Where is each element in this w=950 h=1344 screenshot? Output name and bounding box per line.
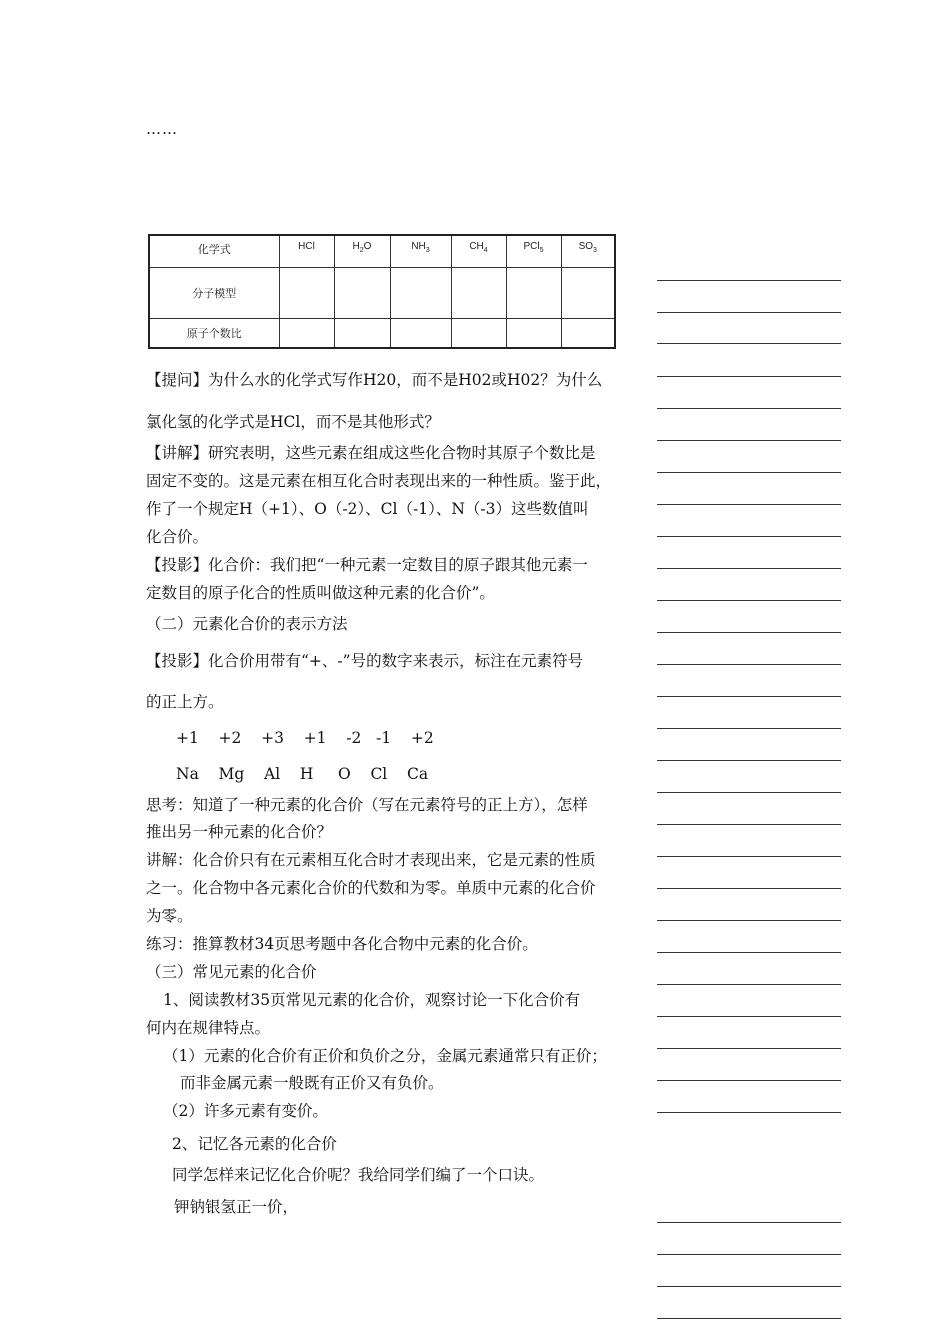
text-line: 同学怎样来记忆化合价呢？我给同学们编了一个口诀。 <box>172 1166 545 1184</box>
note-line <box>657 440 841 441</box>
table-label-formula: 化学式 <box>149 235 279 268</box>
ellipsis-text: …… <box>146 120 178 138</box>
note-line <box>657 408 841 409</box>
text-line: 2、记忆各元素的化合价 <box>172 1135 337 1153</box>
note-line <box>657 536 841 537</box>
table-cell <box>451 268 506 319</box>
text-line: 氯化氢的化学式是HCl，而不是其他形式？ <box>146 413 440 431</box>
table-cell <box>561 319 615 349</box>
note-line <box>657 312 841 313</box>
text-line: 思考：知道了一种元素的化合价（写在元素符号的正上方），怎样 <box>146 796 588 814</box>
text-line: （2）许多元素有变价。 <box>163 1102 328 1120</box>
note-line <box>657 728 841 729</box>
note-line <box>657 1222 841 1223</box>
table-cell <box>334 319 390 349</box>
note-line <box>657 664 841 665</box>
text-line: 钾钠银氢正一价， <box>174 1198 299 1216</box>
text-line: 【投影】化合价：我们把“一种元素一定数目的原子跟其他元素一 <box>146 556 588 574</box>
text-line: 为零。 <box>146 907 193 925</box>
table-row-model <box>149 268 615 319</box>
formula-cell: $NH_3$ <box>390 235 451 268</box>
formula-cell: HCl <box>279 235 334 268</box>
note-line <box>657 568 841 569</box>
note-line <box>657 472 841 473</box>
note-line <box>657 280 841 281</box>
note-line <box>657 696 841 697</box>
formula-cell: $H_2O$ <box>334 235 390 268</box>
table-cell <box>279 319 334 349</box>
note-line <box>657 792 841 793</box>
table-cell <box>561 268 615 319</box>
table-cell <box>390 268 451 319</box>
note-line <box>657 1318 841 1319</box>
note-line <box>657 1286 841 1287</box>
text-line: 【投影】化合价用带有“+、-”号的数字来表示，标注在元素符号 <box>146 652 584 670</box>
text-line: 【讲解】研究表明，这些元素在组成这些化合物时其原子个数比是 <box>146 444 596 462</box>
text-line: 化合价。 <box>146 528 209 546</box>
chemical-formula-table <box>148 234 616 349</box>
table-cell <box>506 319 561 349</box>
formula-cell: $SO_3$ <box>561 235 615 268</box>
note-line <box>657 952 841 953</box>
text-line: 而非金属元素一般既有正价又有负价。 <box>180 1074 444 1092</box>
text-line: 固定不变的。这是元素在相互化合时表现出来的一种性质。鉴于此， <box>146 472 612 490</box>
formula-cell: $CH_4$ <box>451 235 506 268</box>
table-label-model: 分子模型 <box>149 268 279 319</box>
text-line: 【提问】为什么水的化学式写作H20，而不是H02或H02？为什么 <box>146 371 603 389</box>
note-line <box>657 984 841 985</box>
note-line <box>657 1254 841 1255</box>
note-line <box>657 920 841 921</box>
note-line <box>657 1112 841 1113</box>
table-row-ratio <box>149 319 615 349</box>
table-cell <box>451 319 506 349</box>
valence-values-line: +1 +2 +3 +1 -2 -1 +2 <box>176 729 434 747</box>
table-cell <box>506 268 561 319</box>
table-row-formula <box>149 235 615 268</box>
note-line <box>657 504 841 505</box>
note-line <box>657 343 841 344</box>
text-line: 1、阅读教材35页常见元素的化合价，观察讨论一下化合价有 <box>163 991 581 1009</box>
formula-cell: PCl$_5$ <box>506 235 561 268</box>
text-line: 练习：推算教材34页思考题中各化合物中元素的化合价。 <box>146 935 538 953</box>
text-line: 之一。化合物中各元素化合价的代数和为零。单质中元素的化合价 <box>146 879 596 897</box>
text-line: （二）元素化合价的表示方法 <box>146 615 348 633</box>
text-line: 的正上方。 <box>146 693 224 711</box>
table-cell <box>390 319 451 349</box>
text-line: 讲解：化合价只有在元素相互化合时才表现出来，它是元素的性质 <box>146 851 596 869</box>
note-line <box>657 888 841 889</box>
text-line: （1）元素的化合价有正价和负价之分，金属元素通常只有正价； <box>163 1047 607 1065</box>
text-line: （三）常见元素的化合价 <box>146 963 317 981</box>
note-line <box>657 1016 841 1017</box>
text-line: 何内在规律特点。 <box>146 1019 271 1037</box>
note-line <box>657 824 841 825</box>
text-line: 推出另一种元素的化合价？ <box>146 823 333 841</box>
text-line: 定数目的原子化合的性质叫做这种元素的化合价”。 <box>146 584 495 602</box>
table-cell <box>279 268 334 319</box>
element-symbols-line: Na Mg Al H O Cl Ca <box>176 765 429 783</box>
note-line <box>657 376 841 377</box>
note-line <box>657 600 841 601</box>
note-line <box>657 1048 841 1049</box>
table-label-ratio: 原子个数比 <box>149 319 279 349</box>
note-line <box>657 856 841 857</box>
text-line: 作了一个规定H（+1）、O（-2）、Cl（-1）、N（-3）这些数值叫 <box>146 500 589 518</box>
table-cell <box>334 268 390 319</box>
note-line <box>657 632 841 633</box>
note-line <box>657 1080 841 1081</box>
note-line <box>657 760 841 761</box>
